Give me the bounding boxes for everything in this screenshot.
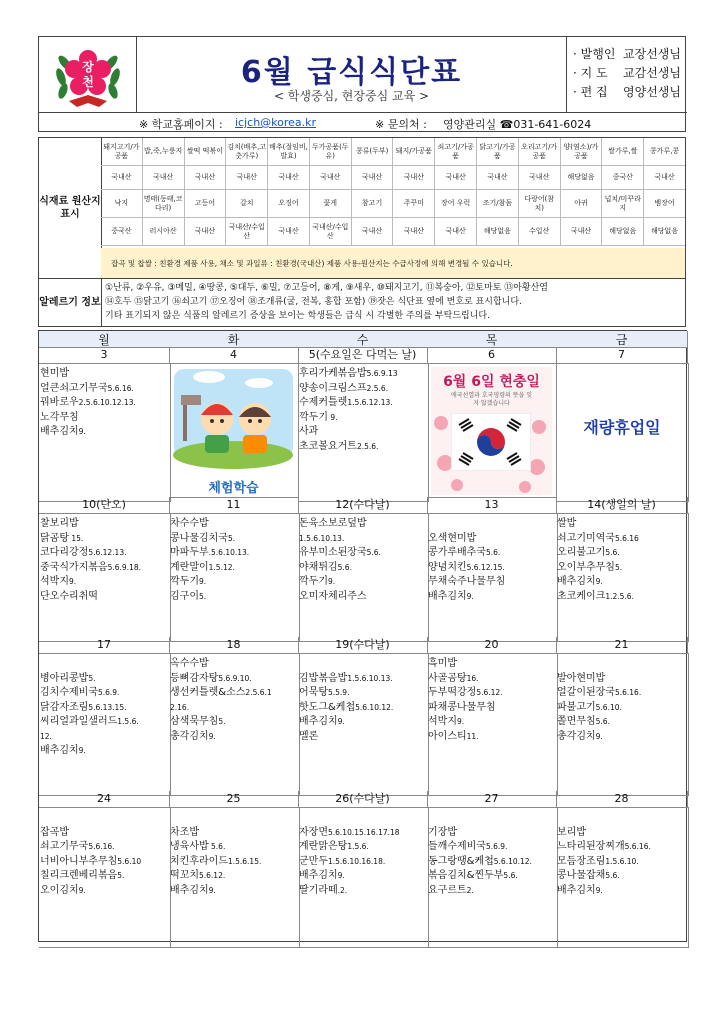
origin-cell: 쌀떡 떡볶이: [185, 138, 227, 166]
menu-item: 깍두기 9.: [299, 411, 338, 423]
allergy-line: ①난류, ②우유, ③메밀, ④땅콩, ⑤대두, ⑥밀, ⑦고등어, ⑧게, ⑨새우, ⑩돼지고기, ⑪복숭아, ⑫토마토 ⑬아황산염: [105, 283, 548, 293]
origin-cell: 러시아산: [143, 218, 185, 246]
title-cell: [137, 37, 567, 113]
menu-item: [170, 811, 299, 826]
menu-item: [428, 811, 557, 826]
contact-row: [39, 113, 687, 133]
homepage-link[interactable]: icjch@korea.kr: [235, 116, 317, 129]
menu-item: 야채튀김5.6.: [299, 561, 352, 573]
origin-cell: 국내산: [393, 166, 435, 190]
origin-cell: 오리고기/가공품: [519, 138, 561, 166]
origin-cell: 중국산: [101, 218, 143, 246]
origin-cell: 국내산: [352, 166, 394, 190]
menu-item: 유부미소된장국5.6.: [299, 547, 381, 558]
menu-item: 코다리강정5.6.12.13.: [40, 547, 127, 558]
day-menu: [39, 653, 171, 796]
menu-item: 보리밥: [557, 826, 586, 838]
weekday-header: 금: [556, 331, 688, 348]
menu-item: 총각김치9.: [557, 730, 603, 742]
menu-item: 차조밥: [170, 826, 199, 838]
origin-cell: 꽃게: [310, 190, 352, 218]
origin-notice: [101, 248, 685, 279]
origin-cell: 낙지: [101, 190, 143, 218]
menu-item: 딸기라떼.2.: [299, 884, 348, 896]
origin-row: [101, 190, 685, 218]
korean-flag-icon: [451, 413, 531, 471]
allergy-line: ⑭호두 ⑮닭고기 ⑯쇠고기 ⑰오징어 ⑱조개류(굴, 전복, 홍합 포함) ⑲잣은 식단표 옆에 번호로 표시합니다.: [105, 297, 522, 307]
menu-item: 찰보리밥: [40, 518, 79, 529]
menu-item: 기장밥: [428, 826, 457, 838]
day-menu: [556, 807, 689, 948]
day-number: 12(수다날): [298, 497, 428, 514]
menu-item: [40, 657, 170, 672]
day-number: 27: [427, 791, 557, 808]
origin-cell: 갈치: [226, 190, 268, 218]
origin-cell: 국내산: [185, 218, 227, 246]
day-number: 20: [427, 637, 557, 654]
menu-item: 차수수밥: [170, 518, 209, 529]
menu-item: 칠리크렌베리볶음5.: [40, 870, 125, 881]
logo-cell: [39, 37, 137, 113]
weekday-header: 목: [427, 331, 557, 348]
day-menu: [556, 513, 689, 642]
origin-label: 식재료 원산지 표시: [39, 138, 102, 279]
menu-item: 석박지9.: [428, 716, 465, 727]
menu-item: 1.5.6.10.13.: [299, 533, 345, 543]
origin-cell: 고등어: [185, 190, 227, 218]
menu-item: 김밥볶음밥1.5.6.10.13.: [299, 672, 393, 684]
origin-cell: 돼지/가공품: [393, 138, 435, 166]
day-number: 25: [169, 791, 299, 808]
day-number: 17: [39, 637, 170, 654]
logo-text-top: 장: [82, 60, 94, 74]
day-number: 24: [39, 791, 170, 808]
menu-item: 떡꼬치5.6.12.: [170, 870, 226, 881]
day-menu: [427, 653, 558, 796]
day-menu: [298, 513, 429, 642]
origin-cell: 장어 우럭: [435, 190, 477, 218]
origin-cell: 배추(절임비,발효): [268, 138, 310, 166]
origin-cell: 다랑어(참치): [519, 190, 561, 218]
weekday-header: 화: [169, 331, 299, 348]
origin-cell: 국내산: [268, 218, 310, 246]
staff-row: [573, 45, 681, 64]
staff-role: · 편 집: [573, 85, 608, 99]
origin-cell: 국내산: [226, 166, 268, 190]
field-trip-label: 체험학습: [208, 481, 259, 496]
origin-cell: 국내산: [143, 166, 185, 190]
menu-item: 2.16.: [170, 702, 190, 712]
menu-item: 병아리콩밥5.: [40, 672, 96, 684]
origin-cell: 국내산: [268, 166, 310, 190]
origin-cell: 주꾸미: [393, 190, 435, 218]
menu-item: 들깨수제비국5.6.9.: [428, 841, 508, 852]
menu-item: 배추김치9.: [557, 576, 603, 587]
school-logo-icon: [39, 37, 137, 113]
menu-item: 계란맑은탕1.5.6.: [299, 841, 369, 852]
day-number: 5(수요일은 다먹는 날): [298, 347, 428, 364]
menu-item: 동그랑땡&케첩5.6.10.12.: [428, 855, 532, 867]
origin-cell: 돼지고기/가공품: [101, 138, 143, 166]
field-trip-picture: [169, 363, 299, 498]
header-box: [38, 36, 686, 132]
origin-cell: 쌀가루,쌀: [602, 138, 644, 166]
menu-item: 군만두1.5.6.10.16.18.: [299, 855, 386, 867]
menu-item: 배추김치9.: [40, 745, 86, 756]
menu-item: 노각무침: [40, 411, 79, 423]
staff-list: [567, 37, 687, 113]
memorial-title: 6월 6일 현충일: [443, 374, 540, 390]
menu-item: 사골곰탕16.: [428, 672, 479, 684]
menu-item: 쌀밥: [557, 518, 577, 529]
origin-cell: 국내산: [393, 218, 435, 246]
origin-cell: 조기/참돔: [477, 190, 519, 218]
menu-item: 느타리된장찌개5.6.16.: [557, 841, 651, 852]
menu-item: 배추김치9.: [40, 426, 86, 437]
day-menu: [427, 807, 558, 948]
menu-item: 옥수수밥: [170, 658, 209, 669]
menu-item: 얼갈이된장국5.6.16.: [557, 687, 642, 698]
menu-item: 무채숙주나물무침: [428, 576, 506, 587]
menu-item: 꿔바로우2.5.6.10.12.13.: [40, 397, 136, 408]
origin-cell: 아귀: [561, 190, 603, 218]
origin-cell: 국내산: [644, 166, 685, 190]
origin-cell: 국내산: [435, 166, 477, 190]
origin-cell: 닭고기/가공품: [477, 138, 519, 166]
menu-item: 양송이크림스프2.5.6.: [299, 382, 389, 394]
menu-item: 콩가루배추국5.6.: [428, 547, 501, 558]
menu-item: 초코볼요거트2.5.6.: [299, 440, 379, 452]
origin-notice-text: 잡곡 및 찹쌀 : 친환경 제품 사용, 채소 및 과일류 : 친환경(국내산) 제품 사용-원산지는 수급사정에 의해 변경될 수 있습니다.: [111, 258, 513, 268]
origin-cell: 해당없음: [644, 218, 685, 246]
staff-name: 교장선생님: [623, 47, 681, 61]
menu-item: 김치수제비국5.6.9.: [40, 687, 120, 698]
origin-cell: 뱀장어: [644, 190, 685, 218]
origin-cell: 국내산: [310, 166, 352, 190]
inquiry-value: 영양관리실 ☎031-641-6024: [443, 118, 592, 131]
menu-item: 후리가케볶음밥5.6.9.13: [299, 368, 398, 379]
weekday-header: 수: [298, 331, 428, 348]
staff-role: · 발행인: [573, 47, 616, 61]
menu-item: 마파두부.5.6.10.13.: [170, 547, 250, 558]
menu-item: 배추김치9.: [170, 884, 216, 896]
staff-name: 영양선생님: [623, 85, 681, 99]
origin-cell: 오징어: [268, 190, 310, 218]
day-number: 19(수다날): [298, 637, 428, 654]
day-menu: [298, 653, 429, 796]
memorial-day-picture: [427, 363, 557, 498]
menu-item: 배추김치9.: [299, 870, 345, 881]
menu-item: 닭곰탕 15.: [40, 532, 84, 544]
origin-cell: 국내산: [519, 166, 561, 190]
origin-cell: 국내산: [101, 166, 143, 190]
menu-item: 어묵탕5.5.9.: [299, 687, 350, 698]
holiday-text: 재량휴업일: [583, 418, 661, 437]
day-menu: [556, 653, 689, 796]
menu-item: 김구이5.: [170, 590, 207, 602]
menu-item: [299, 657, 428, 672]
menu-item: 콩나물김치국5.: [170, 532, 236, 544]
menu-item: 잡곡밥: [40, 826, 69, 838]
menu-item: 너비아니부추무침5.6.10: [40, 855, 142, 867]
memorial-caption: 애국선열과 호국영령의 뜻을 잊지 않겠습니다: [450, 392, 533, 407]
origin-row: [101, 166, 685, 190]
day-number: 10(단오): [39, 497, 170, 514]
menu-item: 멜론: [299, 730, 319, 742]
day-number: 7: [556, 347, 688, 364]
origin-cell: 김치(배추,고춧가루): [226, 138, 268, 166]
day-number: 18: [169, 637, 299, 654]
origin-cell: 참고기: [352, 190, 394, 218]
menu-item: 오미자체리주스: [299, 590, 367, 602]
staff-row: [573, 83, 681, 102]
day-menu: [298, 807, 429, 948]
menu-item: 단오수리취떡: [40, 590, 98, 602]
menu-item: [40, 811, 170, 826]
homepage-label: ※ 학교홈페이지 :: [139, 118, 223, 131]
allergy-line: 기타 표기되지 않은 식품의 알레르기 증상을 보이는 학생들은 급식 시 각별한 주의를 부탁드립니다.: [105, 311, 490, 321]
menu-item: 모듬장조림1.5.6.10.: [557, 855, 639, 867]
staff-row: [573, 64, 681, 83]
day-number: 26(수다날): [298, 791, 428, 808]
menu-item: 돈육소보로덮밥: [299, 518, 367, 529]
day-menu: [427, 513, 558, 642]
menu-item: 흑미밥: [428, 658, 457, 669]
origin-row: [101, 218, 685, 246]
menu-item: 생선커틀렛&소스2.5.6.1: [170, 687, 272, 698]
holiday-cell: [556, 363, 689, 502]
menu-item: [557, 657, 688, 672]
day-menu: [39, 807, 171, 948]
menu-item: 배추김치9.: [299, 716, 345, 727]
day-menu: [169, 513, 300, 642]
origin-table: [38, 137, 686, 327]
origin-cell: 양(염소)/가공품: [561, 138, 603, 166]
menu-item: 깍두기9.: [299, 576, 336, 587]
day-number: 4: [169, 347, 299, 364]
origin-cell: 콩가루,콩: [644, 138, 685, 166]
menu-item: 수제커틀렛1.5.6.12.13.: [299, 397, 393, 408]
origin-cell: 국내산/수입산: [226, 218, 268, 246]
menu-item: 석박지9.: [40, 576, 77, 587]
origin-cell: 명태(동태,코다리): [143, 190, 185, 218]
weekday-header: 월: [39, 331, 170, 348]
origin-cell: 수입산: [519, 218, 561, 246]
menu-calendar: [38, 330, 687, 942]
day-menu: [298, 363, 429, 502]
day-menu: [39, 513, 171, 642]
origin-cell: 국내산/수입산: [310, 218, 352, 246]
day-number: 11: [169, 497, 299, 514]
origin-cell: 국내산: [435, 218, 477, 246]
menu-item: 깍두기9.: [170, 576, 207, 587]
menu-item: [299, 811, 428, 826]
staff-name: 교감선생님: [623, 66, 681, 80]
menu-item: 배추김치9.: [428, 590, 474, 602]
menu-item: 닭감자조림5.6.13.15.: [40, 701, 127, 713]
menu-item: 초코케이크1.2.5.6.: [557, 590, 634, 602]
origin-cell: 밥,죽,누룽지: [143, 138, 185, 166]
origin-cell: 쇠고기/가공품: [435, 138, 477, 166]
menu-item: 쇠고기무국5.6.16.: [40, 841, 115, 852]
day-number: 3: [39, 347, 170, 364]
menu-item: 두부떡강정5.6.12.: [428, 687, 503, 698]
menu-item: 오리불고기5.6.: [557, 547, 620, 558]
menu-item: 쫄면무침5.6.: [557, 716, 610, 727]
origin-cell: 해당없음: [602, 218, 644, 246]
staff-role: · 지 도: [573, 66, 608, 80]
menu-item: 현미밥: [40, 368, 69, 379]
day-menu: [169, 807, 300, 948]
day-number: 6: [427, 347, 557, 364]
day-number: 28: [556, 791, 688, 808]
origin-cell: 국내산: [477, 166, 519, 190]
day-number: 14(생일의 날): [556, 497, 688, 514]
menu-item: 냉육사밥 5.6.: [170, 841, 226, 852]
day-number: 13: [427, 497, 557, 514]
menu-item: 오이부추무침5.: [557, 561, 623, 573]
menu-item: 얼큰쇠고기무국5.6.16.: [40, 382, 134, 394]
origin-cell: 콩류(두부): [352, 138, 394, 166]
menu-item: 콩나물잡채5.6.: [557, 870, 620, 881]
origin-cell: 중국산: [602, 166, 644, 190]
origin-cell: 국내산: [185, 166, 227, 190]
menu-item: 배추김치9.: [557, 884, 603, 896]
inquiry-label: ※ 문의처 :: [375, 118, 427, 131]
origin-cell: 두가공품(두유): [310, 138, 352, 166]
menu-item: 양념치킨5.6.12.15.: [428, 561, 505, 573]
page-title: 6월 급식식단표: [240, 55, 463, 90]
logo-text-bottom: 천: [82, 75, 94, 89]
menu-item: 쇠고기미역국5.6.16: [557, 532, 639, 544]
menu-item: 파채콩나물무침: [428, 701, 496, 713]
menu-item: 아이스티11.: [428, 730, 479, 742]
menu-item: 계란말이1.5.12.: [170, 561, 235, 573]
menu-item: 자장면5.6.10.15.16.17.18: [299, 826, 400, 838]
menu-item: 총각김치9.: [170, 730, 216, 742]
day-menu: [169, 653, 300, 796]
page-subtitle: < 학생중심, 현장중심 교육 >: [273, 89, 430, 103]
allergy-info: [105, 281, 679, 323]
origin-cell: 해당없음: [561, 166, 603, 190]
origin-cell: 국내산: [561, 218, 603, 246]
menu-item: 핫도그&케첩5.6.10.12.: [299, 701, 394, 713]
day-number: 21: [556, 637, 688, 654]
allergy-label: 알레르기 정보: [39, 278, 102, 327]
menu-item: 요구르트2.: [428, 884, 474, 896]
menu-item: 치킨후라이드1.5.6.15.: [170, 855, 262, 867]
day-menu: [39, 363, 171, 502]
menu-item: 발아현미밥: [557, 672, 606, 684]
menu-item: [428, 517, 557, 532]
menu-item: 삼색묵무침5.: [170, 716, 226, 727]
menu-item: 파불고기5.6.10.: [557, 701, 622, 713]
menu-item: 사과: [299, 426, 319, 437]
menu-item: 12.: [40, 731, 52, 741]
origin-row: [101, 138, 685, 166]
menu-item: 중국식가지볶음5.6.9.18.: [40, 561, 142, 573]
origin-cell: 국내산: [352, 218, 394, 246]
menu-item: 등뼈감자탕5.6.9.10.: [170, 672, 252, 684]
menu-item: 오색현미밥: [428, 532, 477, 544]
origin-cell: 넙치/미꾸라지: [602, 190, 644, 218]
menu-item: [557, 811, 688, 826]
menu-item: 씨리얼과일샐러드1.5.6.: [40, 716, 139, 727]
origin-cell: 해당없음: [477, 218, 519, 246]
menu-item: 오이김치9.: [40, 884, 86, 896]
menu-item: 볶음김치&찐두부5.6.: [428, 870, 518, 881]
